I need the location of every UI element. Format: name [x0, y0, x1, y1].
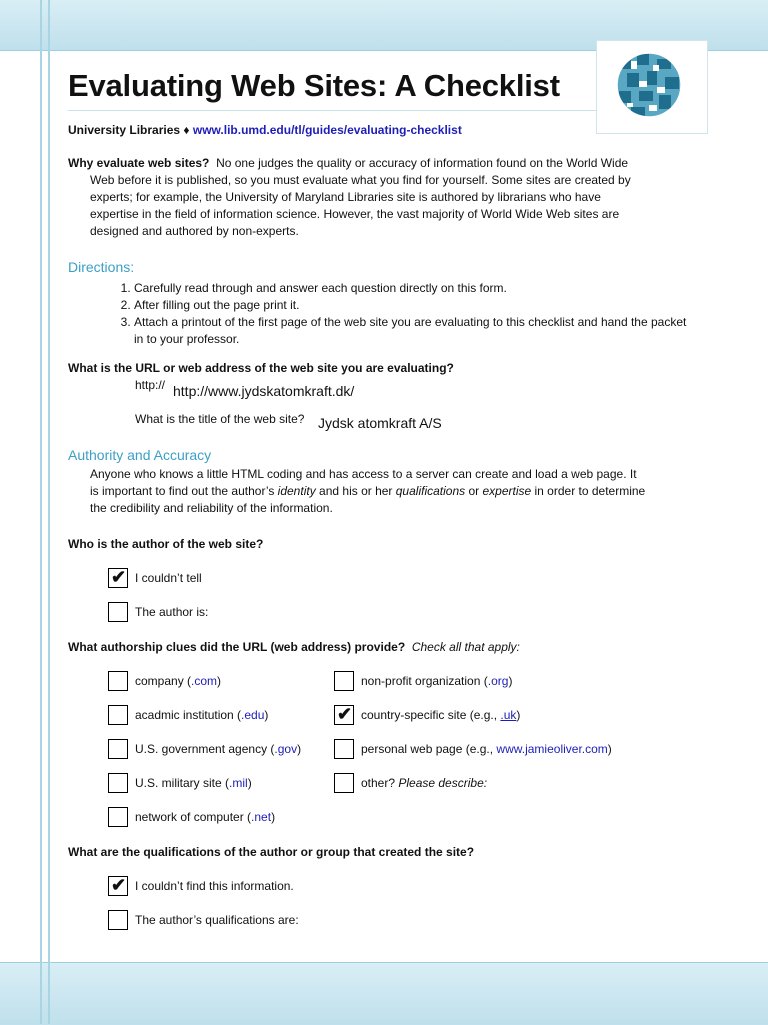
- gov-checkbox[interactable]: [108, 739, 128, 759]
- logo: [596, 40, 708, 134]
- site-title-label: What is the title of the web site?: [135, 412, 305, 426]
- authority-text: or: [465, 484, 483, 498]
- checkbox-label: network of computer (.net): [135, 810, 276, 824]
- separator-icon: ♦: [183, 123, 190, 137]
- why-text: designed and authored by non-experts.: [90, 224, 299, 238]
- globe-logo-icon: [613, 47, 689, 127]
- url-question: What is the URL or web address of the web site you are evaluating?: [68, 361, 454, 375]
- checkbox-label: non-profit organization (.org): [361, 674, 513, 688]
- why-heading: Why evaluate web sites?: [68, 156, 210, 170]
- checkbox-label: other? Please describe:: [361, 776, 488, 790]
- authority-text: Anyone who knows a little HTML coding and has access to a server can create and load a web page. It: [90, 467, 637, 481]
- checkbox-label: personal web page (e.g., www.jamieoliver.com): [361, 742, 612, 756]
- author-unknown-checkbox[interactable]: [108, 568, 128, 588]
- authority-text: the credibility and reliability of the information.: [90, 501, 333, 515]
- page-title: Evaluating Web Sites: A Checklist: [68, 68, 560, 103]
- authority-text: is important to find out the author’s: [90, 484, 278, 498]
- url-prefix: http://: [135, 378, 166, 392]
- org-checkbox[interactable]: [334, 671, 354, 691]
- site-title-field[interactable]: Jydsk atomkraft A/S: [318, 415, 442, 431]
- authority-heading: Authority and Accuracy: [68, 447, 212, 463]
- library-byline: [68, 123, 462, 137]
- checkbox-label: I couldn’t find this information.: [135, 879, 294, 893]
- authority-text: and his or her: [315, 484, 396, 498]
- author-is-checkbox[interactable]: [108, 602, 128, 622]
- qualifications-term: qualifications: [395, 484, 466, 498]
- list-item: 2. After filling out the page print it.: [134, 297, 694, 314]
- list-item: 3. Attach a printout of the first page of the web site you are evaluating to this checklist and hand the packet in to your professor.: [134, 314, 694, 348]
- clues-hint: Check all that apply:: [411, 640, 520, 654]
- why-text: No one judges the quality or accuracy of information found on the World Wide: [216, 156, 629, 170]
- authority-text: in order to determine: [531, 484, 646, 498]
- margin-line: [40, 0, 42, 1024]
- title-divider: [68, 110, 598, 111]
- checkbox-label: country-specific site (e.g., .uk): [361, 708, 521, 722]
- mil-checkbox[interactable]: [108, 773, 128, 793]
- authority-paragraph: [90, 466, 680, 517]
- guide-link[interactable]: www.lib.umd.edu/tl/guides/evaluating-checklist: [192, 123, 462, 137]
- expertise-term: expertise: [482, 484, 532, 498]
- why-text: Web before it is published, so you must evaluate what you find for yourself. Some sites are created by: [90, 173, 631, 187]
- why-text: expertise in the field of information science. However, the vast majority of World Wide Web sites are: [90, 207, 620, 221]
- checkbox-label: I couldn’t tell: [135, 571, 202, 585]
- checkbox-label: The author is:: [135, 605, 209, 619]
- checkbox-label: company (.com): [135, 674, 222, 688]
- country-checkbox[interactable]: [334, 705, 354, 725]
- edu-checkbox[interactable]: [108, 705, 128, 725]
- checkmark-icon: ✔: [337, 704, 353, 724]
- checkbox-label: acadmic institution (.edu): [135, 708, 269, 722]
- qualifications-question: What are the qualifications of the author or group that created the site?: [68, 845, 475, 859]
- clues-question: [68, 640, 520, 654]
- why-paragraph: [68, 155, 668, 240]
- directions-heading: Directions:: [68, 259, 135, 275]
- footer-band: [0, 962, 768, 1025]
- other-checkbox[interactable]: [334, 773, 354, 793]
- directions-list: [112, 280, 694, 348]
- checkbox-label: U.S. military site (.mil): [135, 776, 252, 790]
- net-checkbox[interactable]: [108, 807, 128, 827]
- personal-page-checkbox[interactable]: [334, 739, 354, 759]
- url-answer-field[interactable]: http://www.jydskatomkraft.dk/: [173, 383, 355, 399]
- identity-term: identity: [277, 484, 316, 498]
- qual-unknown-checkbox[interactable]: [108, 876, 128, 896]
- checkbox-label: The author’s qualifications are:: [135, 913, 299, 927]
- checkmark-icon: ✔: [111, 567, 127, 587]
- list-item: 1. Carefully read through and answer each question directly on this form.: [134, 280, 694, 297]
- author-question: Who is the author of the web site?: [68, 537, 264, 551]
- margin-line: [48, 0, 50, 1024]
- clues-question-text: What authorship clues did the URL (web address) provide?: [68, 640, 406, 654]
- checkbox-label: U.S. government agency (.gov): [135, 742, 302, 756]
- com-checkbox[interactable]: [108, 671, 128, 691]
- why-text: experts; for example, the University of Maryland Libraries site is authored by librarians who have: [90, 190, 601, 204]
- org-name: University Libraries: [68, 123, 181, 137]
- qual-are-checkbox[interactable]: [108, 910, 128, 930]
- checkmark-icon: ✔: [111, 875, 127, 895]
